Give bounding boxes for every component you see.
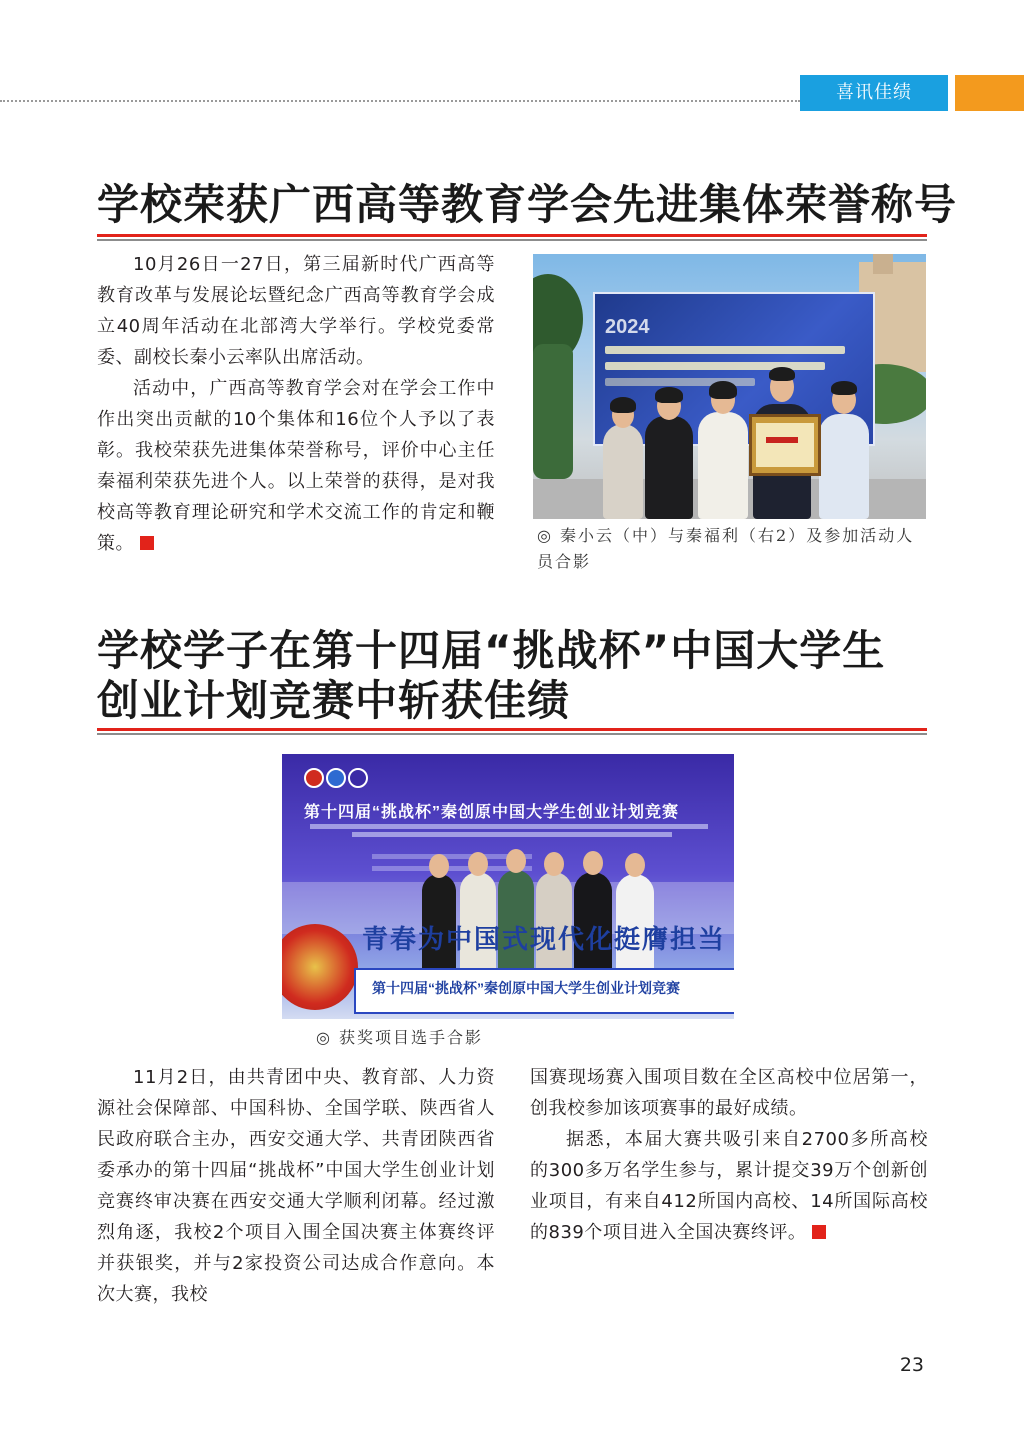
article1-photo [533, 254, 926, 519]
end-mark-icon [812, 1225, 826, 1239]
photo-backdrop-title: 第十四届“挑战杯”秦创原中国大学生创业计划竞赛 [304, 804, 680, 821]
article2-photo-caption: ◎ 获奖项目选手合影 [316, 1028, 484, 1047]
article1-paragraph-1: 10月26日一27日，第三届新时代广西高等教育改革与发展论坛暨纪念广西高等教育学会成立40周年活动在北部湾大学举行。学校党委常委、副校长秦小云率队出席活动。 [97, 254, 495, 368]
article2-paragraph-1-continued: 国赛现场赛入围项目数在全区高校中位居第一，创我校参加该项赛事的最好成绩。 [530, 1067, 928, 1119]
article2-paragraph-2-text: 据悉，本届大赛共吸引来自2700多所高校的300多万名学生参与，累计提交39万个创新创业项目，有来自412所国内高校、14所国际高校的839个项目进入全国决赛终评。 [530, 1129, 928, 1243]
article1-title-rule-red [97, 234, 927, 237]
article1-paragraph-2-text: 活动中，广西高等教育学会对在学会工作中作出突出贡献的10个集体和16位个人予以了表彰。我校荣获先进集体荣誉称号，评价中心主任秦福利荣获先进个人。以上荣誉的获得，是对我校高等教育理论研究和学术交流工作的肯定和鞭策。 [97, 378, 495, 554]
article1-photo-caption: ◎ 秦小云（中）与秦福利（右2）及参加活动人员合影 [537, 526, 915, 571]
award-plaque [749, 414, 821, 476]
article2-paragraph-1: 11月2日，由共青团中央、教育部、人力资源社会保障部、中国科协、全国学联、陕西省人民政府联合主办，西安交通大学、共青团陕西省委承办的第十四届“挑战杯”中国大学生创业计划竞赛终审决赛在西安交通大学顺利闭幕。经过激烈角逐，我校2个项目入围全国决赛主体赛终评并获银奖，并与2家投资公司达成合作意向。本次大赛，我校 [97, 1067, 495, 1305]
youth-league-emblem [282, 924, 358, 1010]
article2-right-column [530, 1062, 928, 1248]
article2-photo [282, 754, 734, 1019]
section-tag-accent [955, 75, 1024, 111]
header-dotted-line [0, 100, 800, 102]
article2-title-line-2: 创业计划竞赛中斩获佳绩 [97, 676, 571, 725]
end-mark-icon [140, 536, 154, 550]
photo-slogan: 青春为中国式现代化挺膺担当 [362, 925, 727, 955]
article1-body [97, 249, 495, 559]
article1-title-rule-gray [97, 239, 927, 241]
section-tag: 喜讯佳绩 [800, 75, 948, 111]
page-number: 23 [899, 1354, 924, 1376]
article2-title-rule-gray [97, 733, 927, 735]
article1-paragraph-2 [97, 373, 495, 559]
photo-stage-banner-text: 第十四届“挑战杯”秦创原中国大学生创业计划竞赛 [372, 980, 680, 996]
article2-paragraph-2 [530, 1124, 928, 1248]
article2-title-line-1: 学校学子在第十四届“挑战杯”中国大学生 [97, 626, 886, 675]
article1-title: 学校荣获广西高等教育学会先进集体荣誉称号 [97, 180, 958, 229]
forum-backdrop-board: 2024 [593, 292, 875, 446]
article2-title-rule-red [97, 728, 927, 731]
article2-left-column [97, 1062, 495, 1310]
